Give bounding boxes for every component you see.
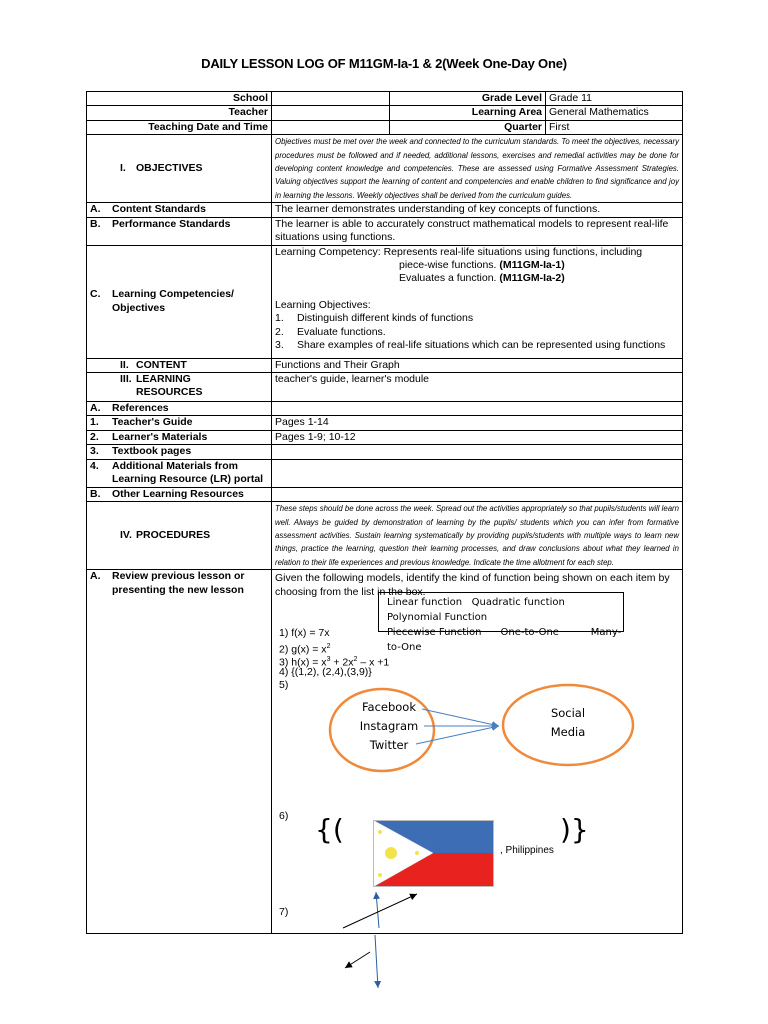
- item-6: 6): [279, 810, 289, 823]
- brace-open: {(: [315, 813, 344, 847]
- section-number: III.: [120, 373, 132, 386]
- list-text: Share examples of real-life situations which can be represented using functions: [297, 339, 666, 352]
- choice-item: Many-to-One: [387, 627, 622, 654]
- item-2-text: 2) g(x) = x: [279, 643, 327, 656]
- vertical-arrow-down: [375, 935, 378, 988]
- overflow-arrows: [340, 935, 420, 991]
- competency-intro: Learning Competency: Represents real-life situations using functions, including: [275, 245, 643, 258]
- choice-item: Linear function: [387, 597, 463, 609]
- teaching-date-label: Teaching Date and Time: [87, 120, 272, 134]
- section-label-cont: RESOURCES: [136, 386, 203, 399]
- item-number: C.: [90, 288, 101, 301]
- item-label: References: [112, 402, 169, 415]
- learning-objectives-list: [275, 312, 679, 352]
- learning-area-label: Learning Area: [390, 106, 546, 120]
- grade-level-value: Grade 11: [546, 92, 683, 106]
- range-labels: [543, 704, 593, 742]
- mapping-arrow: [416, 726, 499, 744]
- learners-materials-value: Pages 1-9; 10-12: [272, 430, 683, 444]
- choice-item: Polynomial Function: [387, 612, 488, 624]
- learning-resources-value: teacher's guide, learner's module: [272, 373, 683, 402]
- choices-box: [378, 592, 624, 654]
- domain-labels: [355, 698, 423, 755]
- item-label: Other Learning Resources: [112, 487, 244, 500]
- axis-arrows: [335, 890, 425, 930]
- star-icon: [378, 873, 382, 877]
- school-value: [272, 92, 390, 106]
- teachers-guide-value: Pages 1-14: [272, 416, 683, 430]
- philippine-flag-image: [373, 820, 495, 890]
- quarter-value: First: [546, 120, 683, 134]
- item-number: 4.: [90, 459, 99, 472]
- references-value: [272, 402, 683, 416]
- learning-competencies-label: [87, 245, 272, 358]
- section-label: PROCEDURES: [136, 528, 211, 541]
- learning-area-value: General Mathematics: [546, 106, 683, 120]
- section-label: CONTENT: [136, 358, 187, 371]
- teacher-value: [272, 106, 390, 120]
- references-label: [87, 402, 272, 416]
- exponent: 3: [326, 656, 331, 664]
- domain-item: Instagram: [359, 719, 419, 734]
- quarter-label: Quarter: [390, 120, 546, 134]
- activity-instruction: Given the following models, identify the kind of function being shown on each item by choosing from the list in the box.: [275, 572, 670, 599]
- item-label: Content Standards: [112, 203, 206, 216]
- learning-resources-heading: [87, 373, 272, 402]
- teachers-guide-label: [87, 416, 272, 430]
- list-number: 3.: [275, 339, 284, 352]
- competency-line: piece-wise functions.: [399, 259, 497, 272]
- item-label: Textbook pages: [112, 445, 192, 458]
- exponent: 2: [353, 656, 358, 664]
- item-5: 5): [279, 679, 289, 692]
- item-label-cont: presenting the new lesson: [112, 583, 244, 596]
- item-3-term: – x +1: [357, 656, 390, 669]
- additional-materials-label: [87, 459, 272, 487]
- item-label: Review previous lesson or: [112, 570, 245, 583]
- item-label: Performance Standards: [112, 217, 231, 230]
- teaching-date-value: [272, 120, 390, 134]
- domain-item: Twitter: [369, 738, 409, 753]
- lesson-log-table: [86, 91, 683, 934]
- other-resources-value: [272, 487, 683, 501]
- content-standards-label: [87, 203, 272, 217]
- item-number: 3.: [90, 445, 99, 458]
- choice-item: Piecewise Function: [387, 627, 482, 639]
- learners-materials-label: [87, 430, 272, 444]
- item-1: 1) f(x) = 7x: [279, 627, 330, 640]
- list-number: 1.: [275, 312, 284, 325]
- item-number: 2.: [90, 430, 99, 443]
- competency-code: (M11GM-Ia-2): [499, 272, 565, 285]
- list-item: [275, 339, 679, 352]
- content-heading: [87, 358, 272, 372]
- textbook-pages-label: [87, 445, 272, 459]
- item-label: Teacher's Guide: [112, 416, 193, 429]
- item-number: 1.: [90, 416, 99, 429]
- list-item: [275, 326, 679, 339]
- performance-standards-value: The learner is able to accurately construct mathematical models to represent real-life situations using functions.: [272, 217, 683, 245]
- diagonal-arrow-down: [345, 952, 370, 968]
- review-lesson-label: [87, 570, 272, 934]
- brace-close: )}: [560, 813, 589, 847]
- objectives-heading: [87, 135, 272, 203]
- document-title: DAILY LESSON LOG OF M11GM-Ia-1 & 2(Week One-Day One): [201, 56, 567, 71]
- list-text: Distinguish different kinds of functions: [297, 312, 474, 325]
- section-label: LEARNING: [136, 373, 191, 386]
- item-label-cont: Objectives: [112, 301, 166, 314]
- objectives-note: Objectives must be met over the week and connected to the curriculum standards. To meet the objectives, necessary procedures must be followed and if needed, additional lessons, exercises and remedial activities may be done for developing content knowledge and competencies. These are assessed using Formative Assessment Strategies. Valuing objectives support the learning of content and competencies and enable children to find significance and joy in learning the lessons. Weekly objectives shall be derived from the curriculum guides.: [272, 135, 683, 203]
- list-item: [275, 312, 679, 325]
- domain-item: Facebook: [361, 700, 417, 715]
- item-number: A.: [90, 402, 101, 415]
- item-label: Additional Materials from Learning Resource (LR) portal: [112, 459, 264, 486]
- section-number: I.: [120, 162, 126, 175]
- performance-standards-label: [87, 217, 272, 245]
- learning-competencies-value: [272, 245, 683, 358]
- other-resources-label: [87, 487, 272, 501]
- activity-area: [275, 570, 679, 929]
- procedures-heading: [87, 502, 272, 570]
- teacher-label: Teacher: [87, 106, 272, 120]
- item-7: 7): [279, 906, 289, 919]
- additional-materials-value: [272, 459, 683, 487]
- item-4: 4) {(1,2), (2,4),(3,9)}: [279, 666, 372, 679]
- item-number: A.: [90, 203, 101, 216]
- textbook-pages-value: [272, 445, 683, 459]
- list-text: Evaluate functions.: [297, 325, 386, 338]
- range-item: Media: [550, 725, 586, 740]
- choice-item: Quadratic function: [471, 597, 565, 609]
- star-icon: [415, 851, 419, 855]
- item-3-term: + 2x: [330, 656, 354, 669]
- flag-caption: , Philippines: [500, 845, 554, 857]
- item-label: Learning Competencies/: [112, 288, 234, 301]
- competency-code: (M11GM-Ia-1): [499, 259, 565, 272]
- star-icon: [378, 830, 382, 834]
- content-standards-value: The learner demonstrates understanding of key concepts of functions.: [272, 203, 683, 217]
- item-3-text: 3) h(x) = x: [279, 656, 327, 669]
- grade-level-label: Grade Level: [390, 92, 546, 106]
- item-label: Learner's Materials: [112, 430, 208, 443]
- sun-icon: [385, 847, 397, 859]
- diagonal-arrow: [343, 894, 417, 928]
- list-number: 2.: [275, 325, 284, 338]
- school-label: School: [87, 92, 272, 106]
- exponent: 2: [326, 643, 331, 651]
- choice-item: One-to-One: [500, 627, 559, 639]
- range-item: Social: [550, 706, 586, 721]
- learning-objectives-title: Learning Objectives:: [275, 298, 371, 311]
- item-number: B.: [90, 487, 101, 500]
- item-number: B.: [90, 217, 101, 230]
- section-number: IV.: [120, 528, 132, 541]
- section-label: OBJECTIVES: [136, 162, 203, 175]
- section-number: II.: [120, 358, 129, 371]
- content-value: Functions and Their Graph: [272, 358, 683, 372]
- procedures-note: These steps should be done across the week. Spread out the activities appropriately so that pupils/students will learn well. Always be guided by demonstration of learning by the pupils/ students which you can infer from formative assessment activities. Sustain learning systematically by providing pupils/students with multiple ways to learn new things, practice the learning, question their learning processes, and draw conclusions about what they learned in relation to their life experiences and previous knowledge. Indicate the time allotment for each step.: [272, 502, 683, 570]
- vertical-arrow: [376, 892, 379, 928]
- competency-line: Evaluates a function.: [399, 272, 497, 285]
- review-lesson-content: [272, 570, 683, 934]
- item-number: A.: [90, 570, 101, 583]
